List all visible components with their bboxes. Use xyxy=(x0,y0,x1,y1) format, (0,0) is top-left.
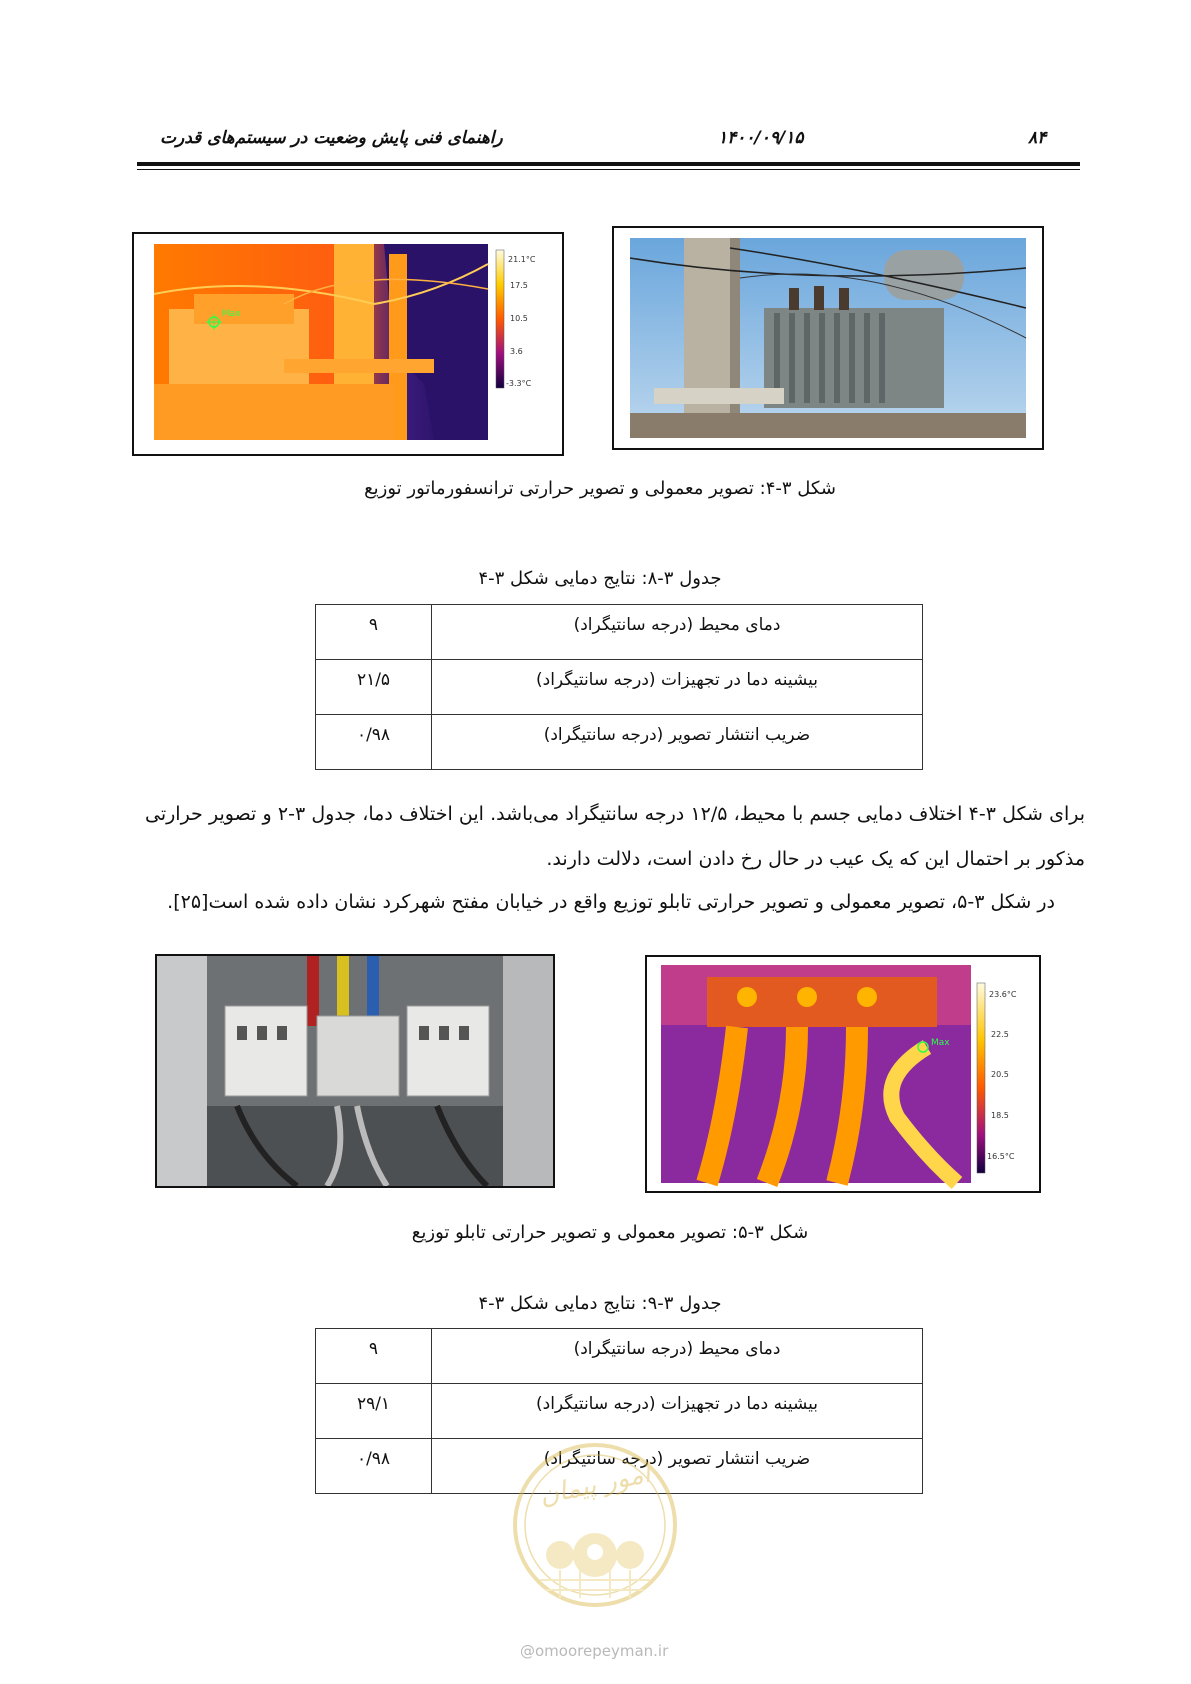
header-rule-thin xyxy=(137,169,1080,170)
table-row xyxy=(316,715,923,770)
table-cell-value: ۰/۹۸ xyxy=(316,715,432,770)
table-cell-value: ۲۱/۵ xyxy=(316,660,432,715)
scale-label: 10.5 xyxy=(510,314,528,323)
page-number: ۸۴ xyxy=(1028,128,1047,148)
photo-transformer xyxy=(612,226,1044,450)
table-cell-value: ۹ xyxy=(316,605,432,660)
table-cell-label: دمای محیط (درجه سانتیگراد) xyxy=(432,1329,923,1384)
watermark-url xyxy=(520,1642,668,1660)
photo-distribution-panel xyxy=(155,954,555,1188)
thermal-image-distribution-panel xyxy=(645,955,1041,1193)
scale-label-max: 23.6°C xyxy=(989,990,1017,999)
thermal-image-transformer xyxy=(132,232,564,456)
header-title: راهنمای فنی پایش وضعیت در سیستم‌های قدرت xyxy=(160,128,503,148)
max-label: Max xyxy=(931,1038,950,1048)
figure-5-caption: شکل ۳-۵: تصویر معمولی و تصویر حرارتی تابلو توزیع xyxy=(411,1222,809,1243)
scale-label: 20.5 xyxy=(991,1070,1009,1079)
table-8 xyxy=(315,604,923,770)
table-row xyxy=(316,660,923,715)
table-cell-label: ضریب انتشار تصویر (درجه سانتیگراد) xyxy=(432,1439,923,1494)
body-paragraph-2: در شکل ۳-۵، تصویر معمولی و تصویر حرارتی تابلو توزیع واقع در خیابان مفتح شهرکرد نشان داده شده است[۲۵]. xyxy=(167,891,1055,913)
header-rule xyxy=(137,162,1080,166)
table-8-caption: جدول ۳-۸: نتایج دمایی شکل ۳-۴ xyxy=(478,568,722,589)
scale-label-max: 21.1°C xyxy=(508,255,536,264)
scale-label-min: 16.5°C xyxy=(987,1152,1015,1161)
table-row xyxy=(316,605,923,660)
scale-label: 3.6 xyxy=(510,347,523,356)
table-cell-label: ضریب انتشار تصویر (درجه سانتیگراد) xyxy=(432,715,923,770)
scale-label-min: -3.3°C xyxy=(506,379,532,388)
max-label: Max xyxy=(222,309,241,319)
watermark-seal xyxy=(510,1440,680,1610)
temperature-scale-bar xyxy=(977,983,985,1173)
scale-label: 18.5 xyxy=(991,1111,1009,1120)
table-cell-label: دمای محیط (درجه سانتیگراد) xyxy=(432,605,923,660)
at-icon: @ xyxy=(520,1642,535,1660)
header-date: ۱۴۰۰/۰۹/۱۵ xyxy=(718,128,804,148)
table-row xyxy=(316,1329,923,1384)
table-cell-value: ۲۹/۱ xyxy=(316,1384,432,1439)
body-paragraph-1: برای شکل ۳-۴ اختلاف دمایی جسم با محیط، ۱۲/۵ درجه سانتیگراد می‌باشد. این اختلاف دما، جدول ۳-۲ و تصویر حرارتی مذکور بر احتمال این که یک عیب در حال رخ دادن است، دلالت دارند. xyxy=(145,803,1086,870)
watermark-text: omoorepeyman.ir xyxy=(535,1642,669,1660)
scale-label: 17.5 xyxy=(510,281,528,290)
table-cell-label: بیشینه دما در تجهیزات (درجه سانتیگراد) xyxy=(432,660,923,715)
temperature-scale-bar xyxy=(496,250,504,388)
watermark-seal-text: امور پیمان xyxy=(536,1458,654,1512)
table-cell-value: ۹ xyxy=(316,1329,432,1384)
figure-4-caption: شکل ۳-۴: تصویر معمولی و تصویر حرارتی ترانسفورماتور توزیع xyxy=(364,478,836,499)
table-row xyxy=(316,1384,923,1439)
scale-label: 22.5 xyxy=(991,1030,1009,1039)
table-cell-value: ۰/۹۸ xyxy=(316,1439,432,1494)
table-cell-label: بیشینه دما در تجهیزات (درجه سانتیگراد) xyxy=(432,1384,923,1439)
table-9-caption: جدول ۳-۹: نتایج دمایی شکل ۳-۴ xyxy=(478,1293,722,1314)
